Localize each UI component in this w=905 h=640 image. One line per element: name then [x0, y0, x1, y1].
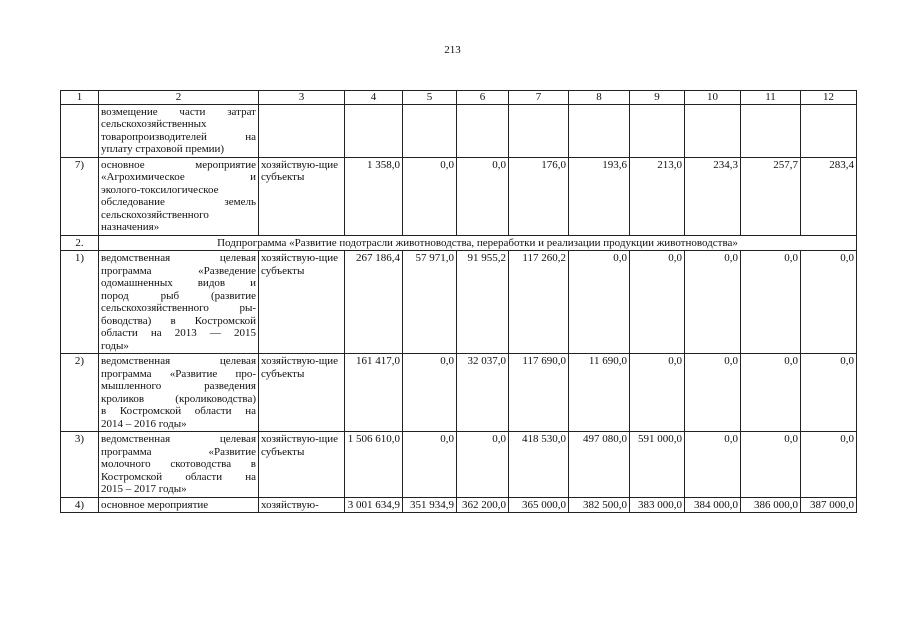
amount-cell: 365 000,0 — [509, 497, 569, 513]
responsible-party — [259, 104, 345, 157]
header-cell: 7 — [509, 91, 569, 105]
amount-cell: 382 500,0 — [569, 497, 630, 513]
table-row — [61, 104, 857, 157]
amount-cell — [569, 104, 630, 157]
amount-cell: 193,6 — [569, 157, 630, 235]
amount-cell: 351 934,9 — [403, 497, 457, 513]
measure-description — [99, 497, 259, 513]
amount-cell: 176,0 — [509, 157, 569, 235]
description-line: Костромской области на — [101, 470, 256, 483]
amount-cell: 0,0 — [630, 251, 685, 354]
measure-description — [99, 432, 259, 498]
amount-cell: 283,4 — [801, 157, 857, 235]
header-cell: 9 — [630, 91, 685, 105]
description-line: кроликов (кролиководства) — [101, 392, 256, 405]
amount-cell: 1 358,0 — [345, 157, 403, 235]
description-line: эколого-токсилогическое — [101, 183, 219, 196]
amount-cell: 3 001 634,9 — [345, 497, 403, 513]
amount-cell: 497 080,0 — [569, 432, 630, 498]
amount-cell: 386 000,0 — [741, 497, 801, 513]
amount-cell: 0,0 — [457, 432, 509, 498]
amount-cell: 161 417,0 — [345, 354, 403, 432]
amount-cell — [457, 104, 509, 157]
description-line: одомашненных видов и — [101, 277, 256, 289]
responsible-party: хозяйствую-щие субъекты — [259, 251, 345, 354]
amount-cell: 0,0 — [403, 354, 457, 432]
description-line: ведомственная целевая — [101, 355, 256, 367]
description-line: уплату страховой премии) — [101, 143, 225, 155]
amount-cell: 117 260,2 — [509, 251, 569, 354]
table-row — [61, 432, 857, 498]
amount-cell: 234,3 — [685, 157, 741, 235]
description-line: сельскохозяйственного — [101, 208, 209, 221]
measure-description — [99, 157, 259, 235]
description-line: пород рыб (развитие — [101, 289, 256, 302]
description-line: возмещение части затрат — [101, 105, 256, 118]
amount-cell: 0,0 — [685, 354, 741, 432]
header-cell: 11 — [741, 91, 801, 105]
description-line: сельскохозяйственных — [101, 118, 207, 130]
amount-cell: 267 186,4 — [345, 251, 403, 354]
amount-cell: 11 690,0 — [569, 354, 630, 432]
table-row — [61, 251, 857, 354]
description-line: «Агрохимическое и — [101, 171, 256, 183]
page-number: 213 — [444, 44, 461, 56]
amount-cell — [741, 104, 801, 157]
amount-cell: 362 200,0 — [457, 497, 509, 513]
amount-cell: 57 971,0 — [403, 251, 457, 354]
description-line: основное мероприятие — [101, 158, 256, 171]
header-cell: 10 — [685, 91, 741, 105]
amount-cell: 0,0 — [630, 354, 685, 432]
description-line: программа «Разведение — [101, 264, 256, 277]
amount-cell: 383 000,0 — [630, 497, 685, 513]
header-cell: 6 — [457, 91, 509, 105]
measure-description — [99, 251, 259, 354]
amount-cell — [403, 104, 457, 157]
header-cell: 3 — [259, 91, 345, 105]
description-line: области на 2013 — 2015 — [101, 327, 256, 339]
description-line: 2014 – 2016 годы» — [101, 417, 187, 430]
description-line: сельскохозяйственного ры- — [101, 302, 256, 314]
description-line: обследование земель — [101, 196, 256, 208]
amount-cell: 117 690,0 — [509, 354, 569, 432]
amount-cell: 0,0 — [403, 432, 457, 498]
measure-description — [99, 354, 259, 432]
description-line: боводства) в Костромской — [101, 314, 256, 327]
amount-cell: 32 037,0 — [457, 354, 509, 432]
row-index: 1) — [61, 251, 99, 354]
amount-cell: 0,0 — [457, 157, 509, 235]
amount-cell: 387 000,0 — [801, 497, 857, 513]
table-body — [61, 91, 857, 513]
amount-cell: 0,0 — [741, 432, 801, 498]
description-line: мышленного разведения — [101, 380, 256, 392]
amount-cell — [801, 104, 857, 157]
table-row — [61, 157, 857, 235]
amount-cell: 1 506 610,0 — [345, 432, 403, 498]
header-cell: 12 — [801, 91, 857, 105]
amount-cell: 0,0 — [741, 251, 801, 354]
section-row — [61, 235, 857, 251]
amount-cell: 91 955,2 — [457, 251, 509, 354]
row-index: 3) — [61, 432, 99, 498]
responsible-party: хозяйствую- — [259, 497, 345, 513]
amount-cell: 0,0 — [403, 157, 457, 235]
measure-description — [99, 104, 259, 157]
section-title: Подпрограмма «Развитие подотрасли животноводства, переработки и реализации продукции животноводства» — [99, 235, 857, 251]
amount-cell — [509, 104, 569, 157]
description-line: годы» — [101, 339, 129, 352]
header-row — [61, 91, 857, 105]
amount-cell: 257,7 — [741, 157, 801, 235]
amount-cell: 591 000,0 — [630, 432, 685, 498]
amount-cell — [685, 104, 741, 157]
description-line: в Костромской области на — [101, 405, 256, 417]
table-row — [61, 354, 857, 432]
amount-cell: 0,0 — [685, 432, 741, 498]
budget-table — [60, 90, 857, 513]
header-cell: 8 — [569, 91, 630, 105]
description-line: молочного скотоводства в — [101, 458, 256, 470]
amount-cell: 0,0 — [569, 251, 630, 354]
amount-cell: 0,0 — [801, 251, 857, 354]
row-index: 2) — [61, 354, 99, 432]
amount-cell: 384 000,0 — [685, 497, 741, 513]
row-index: 4) — [61, 497, 99, 513]
responsible-party: хозяйствую-щие субъекты — [259, 354, 345, 432]
description-line: ведомственная целевая — [101, 252, 256, 264]
amount-cell — [345, 104, 403, 157]
section-index: 2. — [61, 235, 99, 251]
header-cell: 5 — [403, 91, 457, 105]
description-line: программа «Развитие — [101, 445, 256, 458]
header-cell: 4 — [345, 91, 403, 105]
description-line: товаропроизводителей на — [101, 130, 256, 143]
amount-cell: 418 530,0 — [509, 432, 569, 498]
amount-cell: 0,0 — [801, 432, 857, 498]
responsible-party: хозяйствую-щие субъекты — [259, 157, 345, 235]
amount-cell: 0,0 — [741, 354, 801, 432]
table-row — [61, 497, 857, 513]
description-line: назначения» — [101, 221, 160, 233]
description-line: ведомственная целевая — [101, 433, 256, 445]
amount-cell: 0,0 — [685, 251, 741, 354]
header-cell: 1 — [61, 91, 99, 105]
amount-cell: 213,0 — [630, 157, 685, 235]
description-line: программа «Развитие про- — [101, 367, 256, 380]
description-line: основное мероприятие — [101, 498, 209, 511]
responsible-party: хозяйствую-щие субъекты — [259, 432, 345, 498]
amount-cell — [630, 104, 685, 157]
row-index — [61, 104, 99, 157]
row-index: 7) — [61, 157, 99, 235]
header-cell: 2 — [99, 91, 259, 105]
amount-cell: 0,0 — [801, 354, 857, 432]
description-line: 2015 – 2017 годы» — [101, 483, 187, 495]
